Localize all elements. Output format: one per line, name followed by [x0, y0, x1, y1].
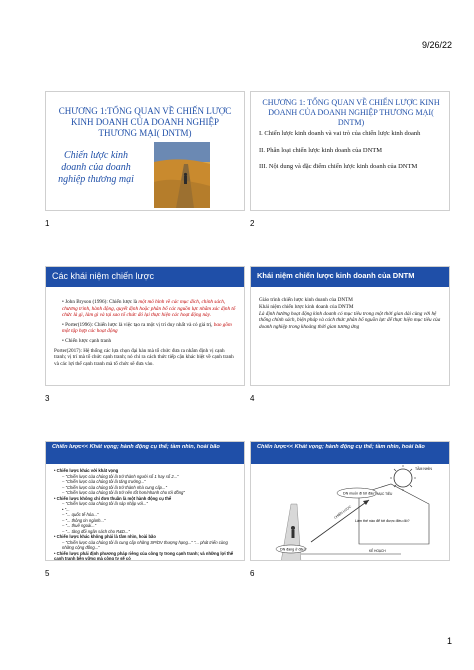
sun-icon [394, 469, 412, 487]
slide-3-title: Các khái niệm chiến lược [52, 271, 154, 281]
plan-label: KẾ HOẠCH [369, 549, 386, 553]
slide-2 [250, 91, 450, 211]
porter-2017-paragraph: Porter(2017): Hệ thống các lựa chọn đại hàn mà tổ chức đưa ra nhằm định vị cạnh tranh; vị trí mà tổ chức cạnh tranh; nó chỉ ra cách thức tiếp cận khác biệt về cạnh tranh và các lợi thế cạnh tranh mà tổ chức sẽ đưa vào. [54, 347, 234, 367]
list-item: – "Chiến lược của chúng tôi là sáp nhập với..." [62, 501, 148, 506]
vision-label: TẦM NHÌN [415, 467, 432, 471]
slide-5-number: 5 [45, 569, 50, 578]
strategy-label: CHIẾN LƯỢC [333, 504, 353, 520]
slide-5-header-bar [46, 442, 244, 464]
slide-5-body [54, 468, 238, 561]
bullet-competition: • Chiến lược cạnh tranh [62, 337, 112, 344]
mission-label: MỤC TIÊU [377, 492, 393, 496]
slide-1-number: 1 [45, 219, 50, 228]
slide-4 [250, 266, 450, 386]
list-item: – "... thuê ngoài..." [62, 523, 97, 528]
slide-1 [45, 91, 245, 211]
porter-lead: • Porter(1996): Chiến lược là việc tạo ra một vị trí duy nhất và có giá trị, [62, 321, 213, 328]
list-item: • Chiến lược không chỉ đơn thuần là một hành động cụ thể [54, 495, 172, 501]
slide-5-title: Chiến lược<< Khát vọng; hành động cụ thể; tầm nhìn, hoài bão [52, 444, 220, 450]
target-question: DN muốn đi tới đâu? [343, 491, 377, 496]
bullet-porter [54, 322, 238, 335]
list-item: II. Phân loại chiến lược kinh doanh của DNTM [259, 146, 383, 154]
list-item: • Chiến lược khác với khát vọng [54, 468, 119, 473]
slide-4-number: 4 [250, 394, 255, 403]
page-number: 1 [446, 636, 452, 646]
slide-6 [250, 441, 450, 561]
how-question: Làm thế nào để tới được điều đó? [355, 519, 410, 523]
list-item: – "Chiến lược của chúng tôi là cung cấp những SP/DV thượng hạng..." "... phát triển cùng những cộng đồng..." [62, 539, 228, 550]
textbook-line: Giáo trình chiến lược kinh doanh của DNTM [259, 297, 353, 303]
slide-4-title: Khái niệm chiến lược kinh doanh của DNTM [257, 271, 415, 280]
slide-4-body [259, 297, 443, 331]
bullet-bryson [54, 299, 238, 319]
porter-emphasis: bao gồm một tập hợp các hoạt động [62, 321, 232, 335]
definition-line: Là định hướng hoạt động kinh doanh có mục tiêu trong một thời gian dài cùng với hệ thống chính sách, biện pháp và cách thức phân bổ nguồn lực để thực hiện mục tiêu của doanh nghiệp trong khoảng thời gian tương ứng [259, 310, 441, 331]
now-question: DN đang ở đâu? [280, 547, 307, 552]
slide-3-body [54, 299, 238, 367]
bryson-lead: • John Bryson (1996): Chiến lược là [62, 299, 138, 305]
slide-5 [45, 441, 245, 561]
bryson-tail: hoặc phân bổ các nguồn lực nhằm xác định tổ chức là gì, làm gì và tại sao tổ chức đó lại thực hiện các hoạt động này. [62, 305, 236, 319]
list-item: • Chiến lược khác không phải là tầm nhìn, hoài bão [54, 534, 156, 539]
list-item: III. Nội dung và đặc điểm chiến lược kinh doanh của DNTM [259, 163, 418, 170]
list-item: • "... [62, 506, 70, 512]
list-item: – "Chiến lược của chúng tôi là trở thành người số 1 hay số 2..." [62, 473, 179, 479]
bryson-emphasis: một mô hình về các mục đích, chính sách, chương trình, hành động, quyết định [62, 299, 226, 312]
slide-6-title: Chiến lược<< Khát vọng; hành động cụ thể; tầm nhìn, hoài bão [257, 444, 425, 450]
list-item: – "... quốc tế hóa..." [62, 512, 99, 517]
strategy-diagram [251, 464, 450, 561]
slide-6-number: 6 [250, 569, 255, 578]
concept-line: Khái niệm chiến lược kinh doanh của DNTM [259, 303, 354, 310]
slide-3-number: 3 [45, 394, 50, 403]
list-item: – "... thông tin ngành..." [62, 517, 106, 523]
list-item: I. Chiến lược kinh doanh và vai trò của chiến lược kinh doanh [259, 130, 421, 137]
slide-1-subtitle: Chiến lược kinh doanh của doanh nghiệp thương mại [58, 150, 134, 185]
page-date: 9/26/22 [421, 40, 452, 50]
road-painting-image [154, 142, 210, 208]
list-item: – "Chiến lược của chúng tôi là trở nên tốt hơn/nhanh cho tới đồng" [62, 490, 185, 495]
slide-1-title: CHƯƠNG 1:TỔNG QUAN VỀ CHIẾN LƯỢC KINH DOANH CỦA DOANH NGHIỆP THƯƠNG MẠI( DNTM) [58, 106, 232, 138]
slide-3 [45, 266, 245, 386]
slide-2-title: CHƯƠNG 1: TỔNG QUAN VỀ CHIẾN LƯỢC KINH DOANH CỦA DOANH NGHIỆP THƯƠNG MẠI( DNTM) [262, 98, 440, 127]
slide-2-list [259, 130, 443, 180]
slide-6-header-bar [251, 442, 449, 464]
list-item: – "Chiến lược của chúng tôi là trở thành nhà cung cấp..." [62, 484, 167, 490]
list-item: – "... tăng đổi ngân sách cho R&D..." [62, 528, 130, 534]
list-item: • Chiến lược phải định phương pháp riêng của công ty trong cạnh tranh; và những lợi thế cạnh tranh bền vững mà công ty sẽ có [54, 550, 234, 561]
list-item: – "Chiến lược của chúng tôi là tăng trưởng..." [62, 479, 146, 484]
slide-2-number: 2 [250, 219, 255, 228]
